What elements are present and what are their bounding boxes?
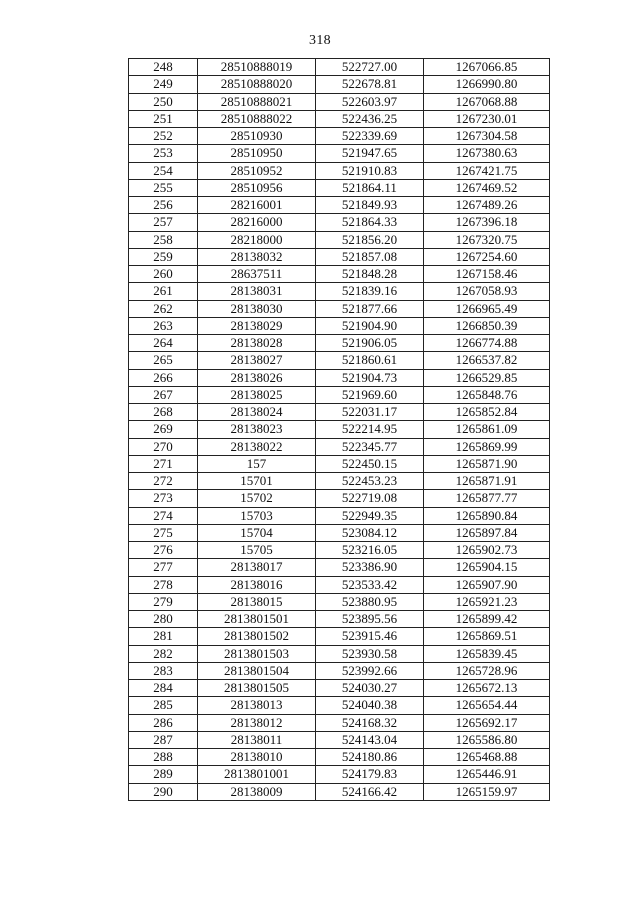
point-id-cell: 2813801001: [198, 766, 316, 783]
point-id-cell: 28510888022: [198, 110, 316, 127]
row-index-cell: 277: [129, 559, 198, 576]
row-index-cell: 249: [129, 76, 198, 93]
point-id-cell: 28138028: [198, 335, 316, 352]
row-index-cell: 281: [129, 628, 198, 645]
point-id-cell: 15703: [198, 507, 316, 524]
y-coordinate-cell: 1267304.58: [424, 128, 550, 145]
point-id-cell: 28138013: [198, 697, 316, 714]
x-coordinate-cell: 524180.86: [316, 749, 424, 766]
y-coordinate-cell: 1267421.75: [424, 162, 550, 179]
table-row: [129, 317, 550, 334]
y-coordinate-cell: 1265692.17: [424, 714, 550, 731]
point-id-cell: 28138010: [198, 749, 316, 766]
y-coordinate-cell: 1265904.15: [424, 559, 550, 576]
y-coordinate-cell: 1265468.88: [424, 749, 550, 766]
point-id-cell: 28138024: [198, 404, 316, 421]
row-index-cell: 254: [129, 162, 198, 179]
x-coordinate-cell: 523533.42: [316, 576, 424, 593]
table-row: [129, 404, 550, 421]
y-coordinate-cell: 1266850.39: [424, 317, 550, 334]
y-coordinate-cell: 1265871.91: [424, 473, 550, 490]
x-coordinate-cell: 522436.25: [316, 110, 424, 127]
x-coordinate-cell: 523880.95: [316, 593, 424, 610]
y-coordinate-cell: 1267058.93: [424, 283, 550, 300]
coordinates-table-body: [129, 59, 550, 801]
table-row: [129, 59, 550, 76]
row-index-cell: 265: [129, 352, 198, 369]
y-coordinate-cell: 1266529.85: [424, 369, 550, 386]
y-coordinate-cell: 1265728.96: [424, 662, 550, 679]
table-row: [129, 128, 550, 145]
point-id-cell: 28138030: [198, 300, 316, 317]
table-row: [129, 162, 550, 179]
x-coordinate-cell: 521864.33: [316, 214, 424, 231]
table-row: [129, 576, 550, 593]
row-index-cell: 252: [129, 128, 198, 145]
point-id-cell: 28138012: [198, 714, 316, 731]
point-id-cell: 28510888021: [198, 93, 316, 110]
point-id-cell: 2813801503: [198, 645, 316, 662]
table-row: [129, 645, 550, 662]
table-row: [129, 335, 550, 352]
x-coordinate-cell: 524040.38: [316, 697, 424, 714]
point-id-cell: 15705: [198, 542, 316, 559]
point-id-cell: 28637511: [198, 266, 316, 283]
table-row: [129, 369, 550, 386]
y-coordinate-cell: 1267489.26: [424, 197, 550, 214]
y-coordinate-cell: 1265848.76: [424, 386, 550, 403]
row-index-cell: 284: [129, 680, 198, 697]
point-id-cell: 28138023: [198, 421, 316, 438]
x-coordinate-cell: 521906.05: [316, 335, 424, 352]
table-row: [129, 300, 550, 317]
row-index-cell: 280: [129, 611, 198, 628]
y-coordinate-cell: 1267230.01: [424, 110, 550, 127]
point-id-cell: 28510956: [198, 179, 316, 196]
row-index-cell: 289: [129, 766, 198, 783]
table-row: [129, 214, 550, 231]
x-coordinate-cell: 522450.15: [316, 455, 424, 472]
point-id-cell: 28138029: [198, 317, 316, 334]
table-row: [129, 110, 550, 127]
y-coordinate-cell: 1265899.42: [424, 611, 550, 628]
y-coordinate-cell: 1265446.91: [424, 766, 550, 783]
y-coordinate-cell: 1267158.46: [424, 266, 550, 283]
table-row: [129, 766, 550, 783]
row-index-cell: 255: [129, 179, 198, 196]
y-coordinate-cell: 1265871.90: [424, 455, 550, 472]
x-coordinate-cell: 521857.08: [316, 248, 424, 265]
table-row: [129, 507, 550, 524]
point-id-cell: 15701: [198, 473, 316, 490]
table-row: [129, 352, 550, 369]
table-row: [129, 749, 550, 766]
x-coordinate-cell: 522453.23: [316, 473, 424, 490]
table-row: [129, 455, 550, 472]
x-coordinate-cell: 524179.83: [316, 766, 424, 783]
point-id-cell: 2813801504: [198, 662, 316, 679]
row-index-cell: 248: [129, 59, 198, 76]
point-id-cell: 28218000: [198, 231, 316, 248]
x-coordinate-cell: 522678.81: [316, 76, 424, 93]
point-id-cell: 28138026: [198, 369, 316, 386]
x-coordinate-cell: 524168.32: [316, 714, 424, 731]
point-id-cell: 28138015: [198, 593, 316, 610]
row-index-cell: 288: [129, 749, 198, 766]
table-row: [129, 386, 550, 403]
x-coordinate-cell: 521839.16: [316, 283, 424, 300]
table-row: [129, 145, 550, 162]
x-coordinate-cell: 521904.90: [316, 317, 424, 334]
y-coordinate-cell: 1266965.49: [424, 300, 550, 317]
coordinates-table: [128, 58, 550, 801]
row-index-cell: 250: [129, 93, 198, 110]
point-id-cell: 2813801505: [198, 680, 316, 697]
row-index-cell: 256: [129, 197, 198, 214]
x-coordinate-cell: 523915.46: [316, 628, 424, 645]
row-index-cell: 270: [129, 438, 198, 455]
row-index-cell: 251: [129, 110, 198, 127]
table-row: [129, 559, 550, 576]
table-row: [129, 611, 550, 628]
x-coordinate-cell: 521904.73: [316, 369, 424, 386]
x-coordinate-cell: 521910.83: [316, 162, 424, 179]
table-row: [129, 524, 550, 541]
table-row: [129, 542, 550, 559]
table-row: [129, 473, 550, 490]
row-index-cell: 274: [129, 507, 198, 524]
table-row: [129, 93, 550, 110]
y-coordinate-cell: 1265672.13: [424, 680, 550, 697]
x-coordinate-cell: 522719.08: [316, 490, 424, 507]
row-index-cell: 285: [129, 697, 198, 714]
y-coordinate-cell: 1265861.09: [424, 421, 550, 438]
row-index-cell: 260: [129, 266, 198, 283]
row-index-cell: 259: [129, 248, 198, 265]
row-index-cell: 273: [129, 490, 198, 507]
x-coordinate-cell: 523895.56: [316, 611, 424, 628]
row-index-cell: 266: [129, 369, 198, 386]
row-index-cell: 258: [129, 231, 198, 248]
row-index-cell: 278: [129, 576, 198, 593]
y-coordinate-cell: 1267066.85: [424, 59, 550, 76]
y-coordinate-cell: 1266774.88: [424, 335, 550, 352]
y-coordinate-cell: 1265897.84: [424, 524, 550, 541]
x-coordinate-cell: 522603.97: [316, 93, 424, 110]
x-coordinate-cell: 521864.11: [316, 179, 424, 196]
table-row: [129, 283, 550, 300]
table-row: [129, 231, 550, 248]
table-row: [129, 421, 550, 438]
point-id-cell: 28138031: [198, 283, 316, 300]
table-row: [129, 179, 550, 196]
row-index-cell: 263: [129, 317, 198, 334]
row-index-cell: 257: [129, 214, 198, 231]
row-index-cell: 282: [129, 645, 198, 662]
y-coordinate-cell: 1265890.84: [424, 507, 550, 524]
row-index-cell: 283: [129, 662, 198, 679]
y-coordinate-cell: 1265839.45: [424, 645, 550, 662]
point-id-cell: 28138025: [198, 386, 316, 403]
table-row: [129, 714, 550, 731]
page-number: 318: [309, 33, 331, 48]
x-coordinate-cell: 524030.27: [316, 680, 424, 697]
y-coordinate-cell: 1267469.52: [424, 179, 550, 196]
x-coordinate-cell: 522339.69: [316, 128, 424, 145]
x-coordinate-cell: 521877.66: [316, 300, 424, 317]
point-id-cell: 28138027: [198, 352, 316, 369]
point-id-cell: 28510888019: [198, 59, 316, 76]
x-coordinate-cell: 524166.42: [316, 783, 424, 800]
y-coordinate-cell: 1265877.77: [424, 490, 550, 507]
point-id-cell: 157: [198, 455, 316, 472]
x-coordinate-cell: 521860.61: [316, 352, 424, 369]
y-coordinate-cell: 1265159.97: [424, 783, 550, 800]
point-id-cell: 2813801502: [198, 628, 316, 645]
table-row: [129, 438, 550, 455]
table-row: [129, 197, 550, 214]
point-id-cell: 28138022: [198, 438, 316, 455]
point-id-cell: 2813801501: [198, 611, 316, 628]
x-coordinate-cell: 523930.58: [316, 645, 424, 662]
x-coordinate-cell: 522949.35: [316, 507, 424, 524]
y-coordinate-cell: 1265586.80: [424, 731, 550, 748]
y-coordinate-cell: 1265902.73: [424, 542, 550, 559]
table-row: [129, 680, 550, 697]
point-id-cell: 28510952: [198, 162, 316, 179]
point-id-cell: 28138016: [198, 576, 316, 593]
x-coordinate-cell: 522345.77: [316, 438, 424, 455]
x-coordinate-cell: 521849.93: [316, 197, 424, 214]
row-index-cell: 276: [129, 542, 198, 559]
x-coordinate-cell: 522031.17: [316, 404, 424, 421]
x-coordinate-cell: 521947.65: [316, 145, 424, 162]
table-row: [129, 266, 550, 283]
point-id-cell: 28510950: [198, 145, 316, 162]
point-id-cell: 28138011: [198, 731, 316, 748]
point-id-cell: 28138009: [198, 783, 316, 800]
y-coordinate-cell: 1267380.63: [424, 145, 550, 162]
point-id-cell: 15704: [198, 524, 316, 541]
x-coordinate-cell: 523084.12: [316, 524, 424, 541]
y-coordinate-cell: 1267068.88: [424, 93, 550, 110]
y-coordinate-cell: 1267396.18: [424, 214, 550, 231]
x-coordinate-cell: 523386.90: [316, 559, 424, 576]
row-index-cell: 262: [129, 300, 198, 317]
y-coordinate-cell: 1266537.82: [424, 352, 550, 369]
point-id-cell: 28510930: [198, 128, 316, 145]
row-index-cell: 275: [129, 524, 198, 541]
row-index-cell: 264: [129, 335, 198, 352]
row-index-cell: 290: [129, 783, 198, 800]
y-coordinate-cell: 1265921.23: [424, 593, 550, 610]
table-row: [129, 248, 550, 265]
row-index-cell: 272: [129, 473, 198, 490]
row-index-cell: 268: [129, 404, 198, 421]
point-id-cell: 28216000: [198, 214, 316, 231]
y-coordinate-cell: 1265907.90: [424, 576, 550, 593]
row-index-cell: 261: [129, 283, 198, 300]
y-coordinate-cell: 1267320.75: [424, 231, 550, 248]
point-id-cell: 15702: [198, 490, 316, 507]
y-coordinate-cell: 1265869.51: [424, 628, 550, 645]
table-row: [129, 731, 550, 748]
row-index-cell: 253: [129, 145, 198, 162]
row-index-cell: 279: [129, 593, 198, 610]
x-coordinate-cell: 523992.66: [316, 662, 424, 679]
table-row: [129, 490, 550, 507]
x-coordinate-cell: 524143.04: [316, 731, 424, 748]
table-row: [129, 593, 550, 610]
row-index-cell: 271: [129, 455, 198, 472]
table-row: [129, 628, 550, 645]
table-row: [129, 662, 550, 679]
y-coordinate-cell: 1266990.80: [424, 76, 550, 93]
y-coordinate-cell: 1267254.60: [424, 248, 550, 265]
row-index-cell: 269: [129, 421, 198, 438]
row-index-cell: 286: [129, 714, 198, 731]
x-coordinate-cell: 521848.28: [316, 266, 424, 283]
table-row: [129, 697, 550, 714]
x-coordinate-cell: 522727.00: [316, 59, 424, 76]
point-id-cell: 28138032: [198, 248, 316, 265]
x-coordinate-cell: 522214.95: [316, 421, 424, 438]
x-coordinate-cell: 521969.60: [316, 386, 424, 403]
y-coordinate-cell: 1265869.99: [424, 438, 550, 455]
point-id-cell: 28138017: [198, 559, 316, 576]
point-id-cell: 28510888020: [198, 76, 316, 93]
row-index-cell: 287: [129, 731, 198, 748]
y-coordinate-cell: 1265654.44: [424, 697, 550, 714]
x-coordinate-cell: 521856.20: [316, 231, 424, 248]
row-index-cell: 267: [129, 386, 198, 403]
point-id-cell: 28216001: [198, 197, 316, 214]
y-coordinate-cell: 1265852.84: [424, 404, 550, 421]
table-row: [129, 783, 550, 800]
table-row: [129, 76, 550, 93]
x-coordinate-cell: 523216.05: [316, 542, 424, 559]
